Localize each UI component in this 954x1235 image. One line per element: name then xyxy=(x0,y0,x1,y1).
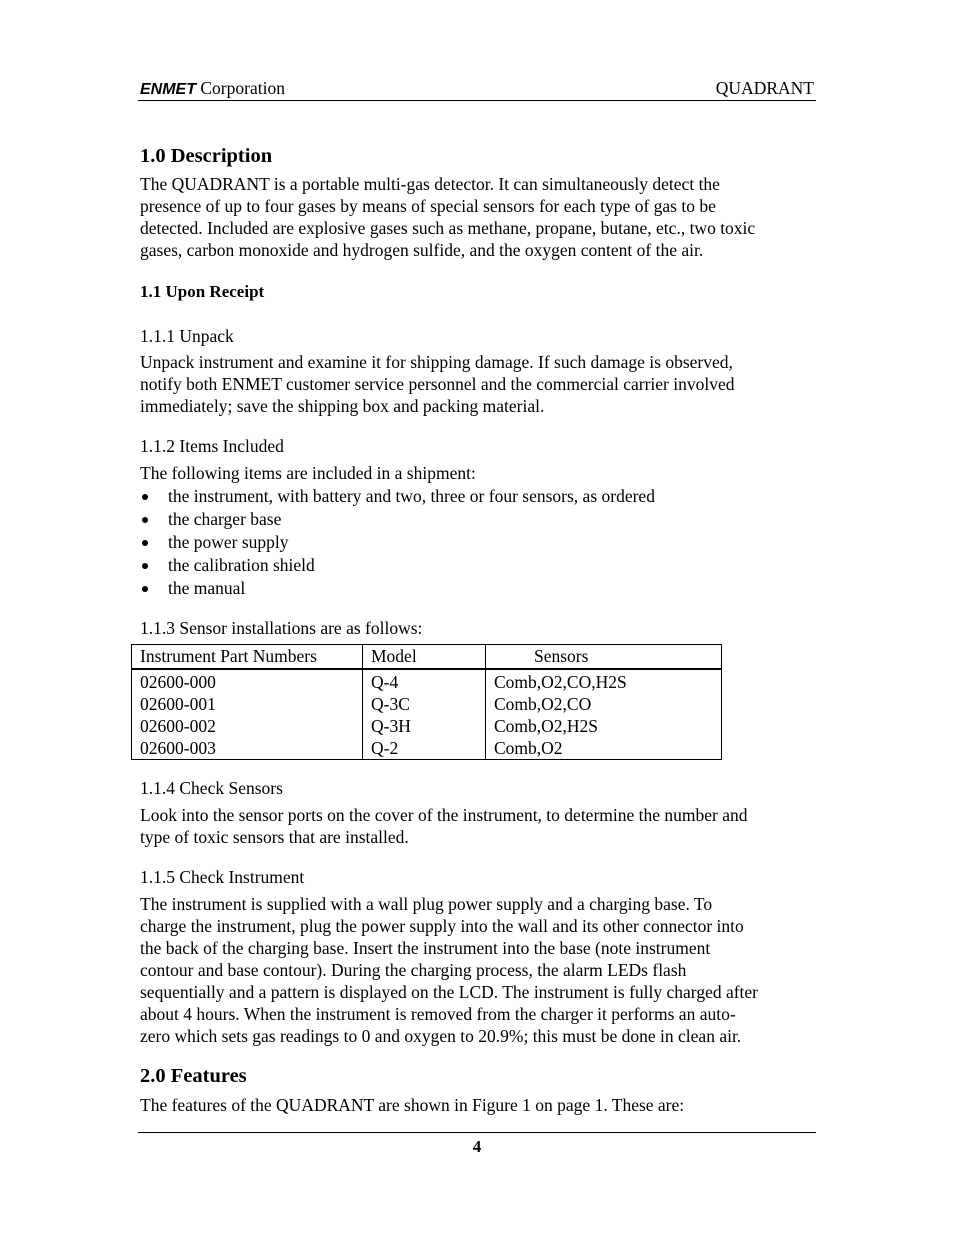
cell-sensors: Comb,O2,CO xyxy=(494,693,592,714)
paragraph-line: immediately; save the shipping box and packing material. xyxy=(140,396,545,416)
items-list xyxy=(140,485,655,600)
paragraph-line: charge the instrument, plug the power supply into the wall and its other connector into xyxy=(140,916,744,936)
list-item-text: the instrument, with battery and two, three or four sensors, as ordered xyxy=(168,486,655,506)
paragraph-line: Unpack instrument and examine it for shipping damage. If such damage is observed, xyxy=(140,352,733,372)
section-heading-features: 2.0 Features xyxy=(140,1065,247,1087)
list-item-text: the charger base xyxy=(168,509,282,529)
page-number: 4 xyxy=(472,1137,482,1156)
paragraph-line: presence of up to four gases by means of special sensors for each type of gas to be xyxy=(140,196,716,216)
paragraph-line: The QUADRANT is a portable multi-gas detector. It can simultaneously detect the xyxy=(140,174,720,194)
subsection-heading-unpack: 1.1.1 Unpack xyxy=(140,326,234,346)
list-item-text: the power supply xyxy=(168,532,289,552)
subsection-heading-items-included: 1.1.2 Items Included xyxy=(140,436,284,456)
bullet-icon xyxy=(142,540,148,546)
paragraph-line: about 4 hours. When the instrument is removed from the charger it performs an auto- xyxy=(140,1004,736,1024)
bullet-icon xyxy=(142,494,148,500)
table-row xyxy=(132,693,721,715)
cell-part-number: 02600-000 xyxy=(132,669,363,693)
footer-rule xyxy=(138,1132,816,1133)
cell-model: Q-3C xyxy=(363,693,486,715)
paragraph-line: notify both ENMET customer service personnel and the commercial carrier involved xyxy=(140,374,735,394)
brand-name: ENMET xyxy=(140,81,196,98)
table-row xyxy=(132,669,721,693)
paragraph-line: zero which sets gas readings to 0 and oxygen to 20.9%; this must be done in clean air. xyxy=(140,1026,742,1046)
cell-model: Q-4 xyxy=(363,669,486,693)
cell-sensors: Comb,O2,H2S xyxy=(494,715,599,736)
list-item xyxy=(140,508,655,531)
description-paragraph xyxy=(140,173,816,261)
bullet-icon xyxy=(142,517,148,523)
subsection-heading-check-sensors: 1.1.4 Check Sensors xyxy=(140,778,283,798)
cell-sensors: Comb,O2,CO,H2S xyxy=(494,671,627,692)
bullet-icon xyxy=(142,586,148,592)
cell-sensors: Comb,O2 xyxy=(494,737,563,758)
list-item xyxy=(140,485,655,508)
header-product: QUADRANT xyxy=(715,78,814,98)
header-rule xyxy=(138,100,816,101)
table-row xyxy=(132,737,721,759)
list-item xyxy=(140,554,655,577)
check-sensors-paragraph xyxy=(140,804,816,848)
cell-part-number: 02600-002 xyxy=(132,715,363,737)
cell-model: Q-3H xyxy=(363,715,486,737)
cell-part-number: 02600-001 xyxy=(132,693,363,715)
company-suffix: Corporation xyxy=(196,78,285,98)
paragraph-line: The instrument is supplied with a wall plug power supply and a charging base. To xyxy=(140,894,713,914)
subsection-heading-sensor-installations: 1.1.3 Sensor installations are as follows: xyxy=(140,618,423,638)
table-header-row xyxy=(132,645,721,669)
paragraph-line: the back of the charging base. Insert the instrument into the base (note instrument xyxy=(140,938,711,958)
paragraph-line: gases, carbon monoxide and hydrogen sulfide, and the oxygen content of the air. xyxy=(140,240,704,260)
column-header-part-numbers: Instrument Part Numbers xyxy=(132,645,363,669)
section-heading-upon-receipt: 1.1 Upon Receipt xyxy=(140,282,265,301)
paragraph-line: detected. Included are explosive gases such as methane, propane, butane, etc., two toxic xyxy=(140,218,756,238)
paragraph-line: type of toxic sensors that are installed. xyxy=(140,827,409,847)
column-header-sensors: Sensors xyxy=(486,645,722,669)
subsection-heading-check-instrument: 1.1.5 Check Instrument xyxy=(140,867,305,887)
cell-model: Q-2 xyxy=(363,737,486,759)
unpack-paragraph xyxy=(140,351,816,417)
column-header-model: Model xyxy=(363,645,486,669)
section-heading-description: 1.0 Description xyxy=(140,145,273,167)
features-paragraph xyxy=(140,1094,816,1116)
items-intro: The following items are included in a shipment: xyxy=(140,463,476,483)
sensor-installations-table xyxy=(131,644,722,760)
check-instrument-paragraph xyxy=(140,893,816,1047)
paragraph-line: contour and base contour). During the charging process, the alarm LEDs flash xyxy=(140,960,687,980)
cell-part-number: 02600-003 xyxy=(132,737,363,759)
paragraph-line: Look into the sensor ports on the cover of the instrument, to determine the number and xyxy=(140,805,748,825)
bullet-icon xyxy=(142,563,148,569)
list-item-text: the calibration shield xyxy=(168,555,315,575)
header-company xyxy=(140,78,285,99)
paragraph-line: The features of the QUADRANT are shown in Figure 1 on page 1. These are: xyxy=(140,1095,685,1115)
table-row xyxy=(132,715,721,737)
list-item xyxy=(140,577,655,600)
list-item-text: the manual xyxy=(168,578,246,598)
list-item xyxy=(140,531,655,554)
paragraph-line: sequentially and a pattern is displayed on the LCD. The instrument is fully charged after xyxy=(140,982,759,1002)
